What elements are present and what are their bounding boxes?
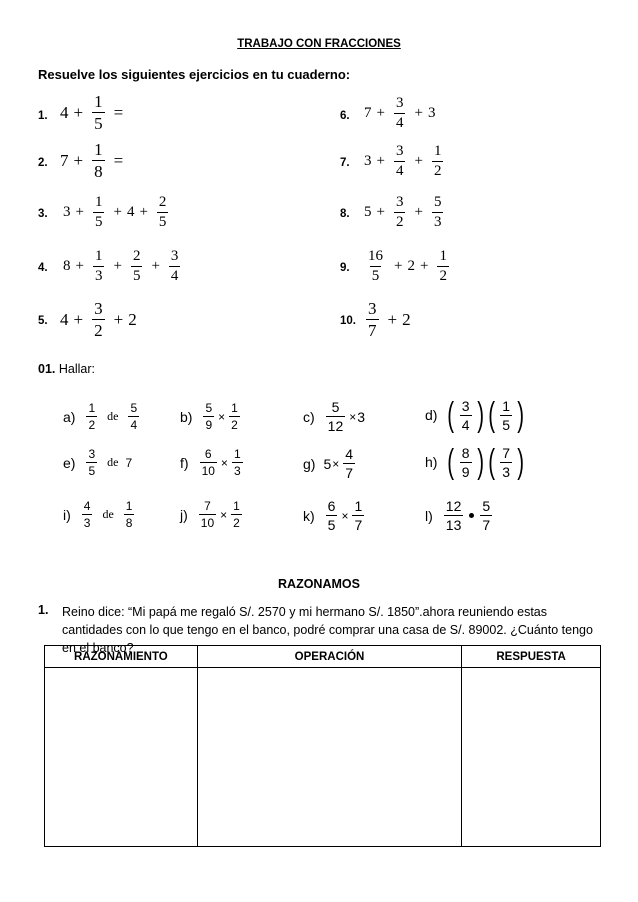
problem-statement: Reino dice: “Mi papá me regaló S/. 2570 y mi hermano S/. 1850”.ahora reuniendo estas cantidades con lo que tengo en el banco, podré comprar una casa de S/. 89002. ¿Cuánto tengo en el banco? [62,605,593,655]
razonamiento-cell[interactable] [45,668,198,847]
fraction: $\frac{2}{5}$ [132,248,141,284]
problem-number: 1. [38,603,49,617]
fraction: $\frac{3}{4}$ [395,143,404,179]
exercise-3-expression: 3 + $\frac{1}{5}$ + 4 + $\frac{2}{5}$ [63,194,167,230]
fraction: $\frac{3}{2}$ [94,299,103,340]
exercise-1-expression: 4 + $\frac{1}{5}$ = [60,92,124,133]
respuesta-cell[interactable] [462,668,601,847]
column-header-razonamiento: RAZONAMIENTO [45,646,198,668]
fraction: $\frac{3}{4}$ [170,248,179,284]
operacion-cell[interactable] [197,668,461,847]
item-e: e) 3 5 de 7 [63,447,133,478]
item-k: k) $\frac{6}{5}$ × $\frac{1}{7}$ [303,498,363,533]
fraction: $\frac{1}{3}$ [94,248,103,284]
fraction: $\frac{16}{5}$ [368,248,383,284]
table-row [45,668,601,847]
fraction: $\frac{3}{7}$ [368,299,377,340]
fraction: $\frac{1}{5}$ [94,194,103,230]
exercise-9-number: 9. [340,262,350,274]
item-l: l) 12 13 5 7 [425,498,491,533]
fraction: $\frac{1}{2}$ [439,248,447,284]
fraction: $\frac{5}{3}$ [433,194,442,230]
exercise-5-expression: 4 + $\frac{3}{2}$ + 2 [60,299,137,340]
exercise-10-number: 10. [340,315,356,327]
instruction-text: Resuelve los siguientes ejercicios en tu cuaderno: [38,67,351,82]
multiply-dot-icon [469,513,474,518]
item-j: j) $\frac{7}{10}$ × $\frac{1}{2}$ [180,499,240,530]
worksheet-title: TRABAJO CON FRACCIONES [237,38,401,50]
exercise-1-number: 1. [38,110,48,122]
exercise-6-expression: 7 + $\frac{3}{4}$ + 3 [364,95,436,131]
fraction: $\frac{1}{5}$ [94,92,103,133]
exercise-2-number: 2. [38,157,48,169]
item-g: g) 5 × $\frac{4}{7}$ [303,446,354,481]
exercise-5-number: 5. [38,315,48,327]
item-i: i) 4 3 de 1 8 [63,499,133,530]
table-header-row [45,646,601,668]
fraction: $\frac{1}{8}$ [94,140,103,181]
item-b: b) $\frac{5}{9}$ × $\frac{1}{2}$ [180,401,238,432]
column-header-respuesta: RESPUESTA [462,646,601,668]
exercise-7-number: 7. [340,157,350,169]
exercise-4-number: 4. [38,262,48,274]
exercise-2-expression: 7 + $\frac{1}{8}$ = [60,140,124,181]
item-c: c) $\frac{5}{12}$ × 3 [303,399,366,434]
exercise-6-number: 6. [340,110,350,122]
item-a: a) 1 2 de 5 4 [63,401,138,432]
exercise-10-expression: $\frac{3}{7}$ + 2 [368,299,411,340]
exercise-9-expression: $\frac{16}{5}$ + 2 + $\frac{1}{2}$ [368,248,447,284]
answer-table [44,645,601,847]
item-f: f) $\frac{6}{10}$ × $\frac{1}{3}$ [180,447,241,478]
fraction: $\frac{3}{2}$ [395,194,404,230]
column-header-operacion: OPERACIÓN [197,646,461,668]
exercise-7-expression: 3 + $\frac{3}{4}$ + $\frac{1}{2}$ [364,143,442,179]
fraction: $\frac{1}{2}$ [433,143,442,179]
item-h: h) ( 8 9 ) ( 7 3 ) [425,443,525,481]
fraction: $\frac{2}{5}$ [158,194,167,230]
exercise-3-number: 3. [38,208,48,220]
exercise-8-expression: 5 + $\frac{3}{2}$ + $\frac{5}{3}$ [364,194,442,230]
hallar-heading: 01. Hallar: [38,362,95,376]
exercise-4-expression: 8 + $\frac{1}{3}$ + $\frac{2}{5}$ + $\frac{3}{4}$ [63,248,179,284]
item-d: d) ( 3 4 ) ( 1 5 ) [425,396,525,434]
fraction: $\frac{3}{4}$ [395,95,404,131]
exercise-8-number: 8. [340,208,350,220]
razonamos-heading: RAZONAMOS [278,577,360,591]
